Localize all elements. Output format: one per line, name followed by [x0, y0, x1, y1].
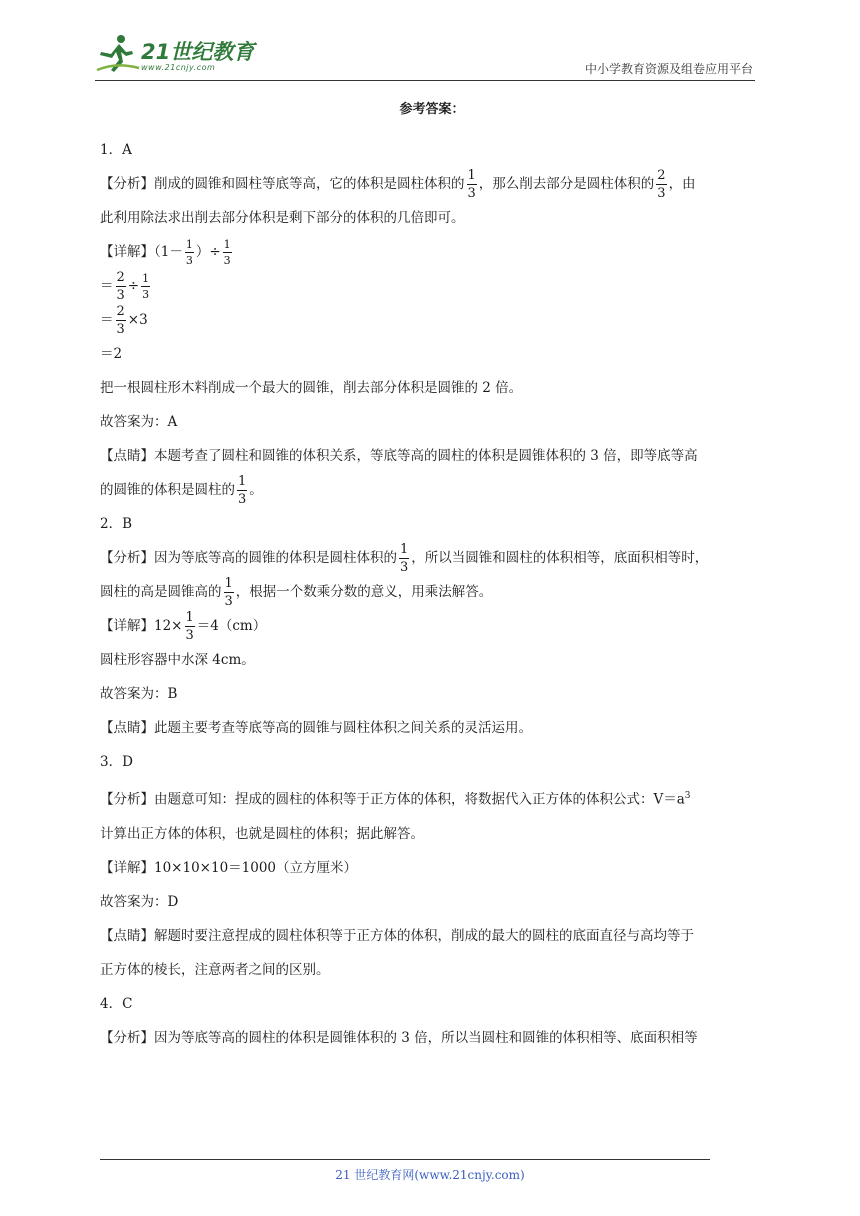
q3-number: 3．D — [100, 754, 133, 770]
fraction: $\frac{2}{3}$ — [116, 270, 125, 303]
fraction: $\frac{1}{3}$ — [224, 576, 233, 609]
q4-number: 4．C — [100, 995, 133, 1012]
logo-url: www.21cnjy.com — [141, 63, 216, 72]
q1-comment: 【点睛】本题考查了圆柱和圆锥的体积关系，等底等高的圆柱的体积是圆锥体积的 3 倍，即等底等高 — [100, 448, 698, 464]
q1-analysis-line2: 此利用除法求出削去部分体积是剩下部分的体积的几倍即可。 — [100, 210, 465, 226]
page-footer[interactable]: 21 世纪教育网(www.21cnjy.com) — [335, 1168, 525, 1182]
q1-detail-text: ）÷ — [195, 244, 221, 260]
q1-analysis-text: ，由 — [668, 176, 696, 192]
q1-analysis — [100, 167, 764, 201]
answer-content — [100, 98, 764, 1055]
fraction: $\frac{1}{3}$ — [142, 272, 150, 301]
fraction: $\frac{1}{3}$ — [467, 168, 476, 201]
fraction: $\frac{1}{3}$ — [238, 474, 247, 507]
q1-step1: ＝ $\frac{2}{3}$ ÷ $\frac{1}{3}$ — [100, 270, 150, 303]
fraction: $\frac{1}{3}$ — [185, 610, 194, 643]
q2-detail: 【详解】12× $\frac{1}{3}$ ＝4（cm） — [100, 610, 267, 643]
q2-comment: 【点睛】此题主要考查等底等高的圆锥与圆柱体积之间关系的灵活运用。 — [100, 720, 532, 736]
q4-analysis: 【分析】因为等底等高的圆柱的体积是圆锥体积的 3 倍，所以当圆柱和圆锥的体积相等、底面积相等 — [100, 1029, 698, 1046]
site-logo — [95, 32, 265, 76]
q1-conclusion: 把一根圆柱形木料削成一个最大的圆锥，削去部分体积是圆锥的 2 倍。 — [100, 380, 523, 396]
q3-answer: 故答案为：D — [100, 893, 179, 910]
runner-logo-icon — [95, 32, 141, 76]
q2-conclusion: 圆柱形容器中水深 4cm。 — [100, 652, 255, 668]
logo-text: 21世纪教育 — [141, 40, 255, 64]
q1-step3: ＝2 — [100, 346, 123, 362]
q3-analysis: 【分析】由题意可知：捏成的圆柱的体积等于正方体的体积，将数据代入正方体的体积公式：$V=a^3$ — [100, 791, 691, 808]
q1-number: 1．A — [100, 142, 132, 158]
page-header — [95, 28, 755, 81]
q2-number: 2．B — [100, 516, 133, 532]
q1-answer: 故答案为：A — [100, 414, 178, 430]
q2-answer: 故答案为：B — [100, 686, 178, 702]
footer-divider — [100, 1159, 710, 1160]
q1-step2: ＝ $\frac{2}{3}$ ×3 — [100, 304, 148, 337]
fraction: $\frac{1}{3}$ — [223, 238, 231, 267]
q1-detail-text: 【详解】（1－ — [100, 244, 183, 260]
q3-comment: 【点睛】解题时要注意捏成的圆柱体积等于正方体的体积，削成的最大的圆柱的底面直径与高均等于 — [100, 927, 694, 944]
page-title: 参考答案： — [399, 102, 465, 117]
platform-name: 中小学教育资源及组卷应用平台 — [584, 62, 753, 76]
fraction: $\frac{2}{3}$ — [657, 168, 666, 201]
q1-analysis-text: 【分析】削成的圆锥和圆柱等底等高，它的体积是圆柱体积的 — [100, 176, 465, 192]
q1-comment-line2: 的圆锥的体积是圆柱的 $\frac{1}{3}$ 。 — [100, 474, 263, 507]
q3-detail: 【详解】10×10×10＝1000（立方厘米） — [100, 859, 358, 876]
q1-analysis-text: ，那么削去部分是圆柱体积的 — [478, 176, 655, 192]
fraction: $\frac{1}{3}$ — [185, 238, 193, 267]
q3-analysis-line2: 计算出正方体的体积，也就是圆柱的体积；据此解答。 — [100, 825, 424, 842]
q3-comment-line2: 正方体的棱长，注意两者之间的区别。 — [100, 961, 330, 978]
fraction: $\frac{1}{3}$ — [400, 542, 409, 575]
q1-detail — [100, 235, 764, 269]
fraction: $\frac{2}{3}$ — [116, 304, 125, 337]
q2-analysis-line2: 圆柱的高是圆锥高的 $\frac{1}{3}$ ，根据一个数乘分数的意义，用乘法解答。 — [100, 576, 493, 609]
q2-analysis: 【分析】因为等底等高的圆锥的体积是圆柱体积的 $\frac{1}{3}$ ，所以当圆锥和圆柱的体积相等，底面积相等时， — [100, 542, 709, 575]
